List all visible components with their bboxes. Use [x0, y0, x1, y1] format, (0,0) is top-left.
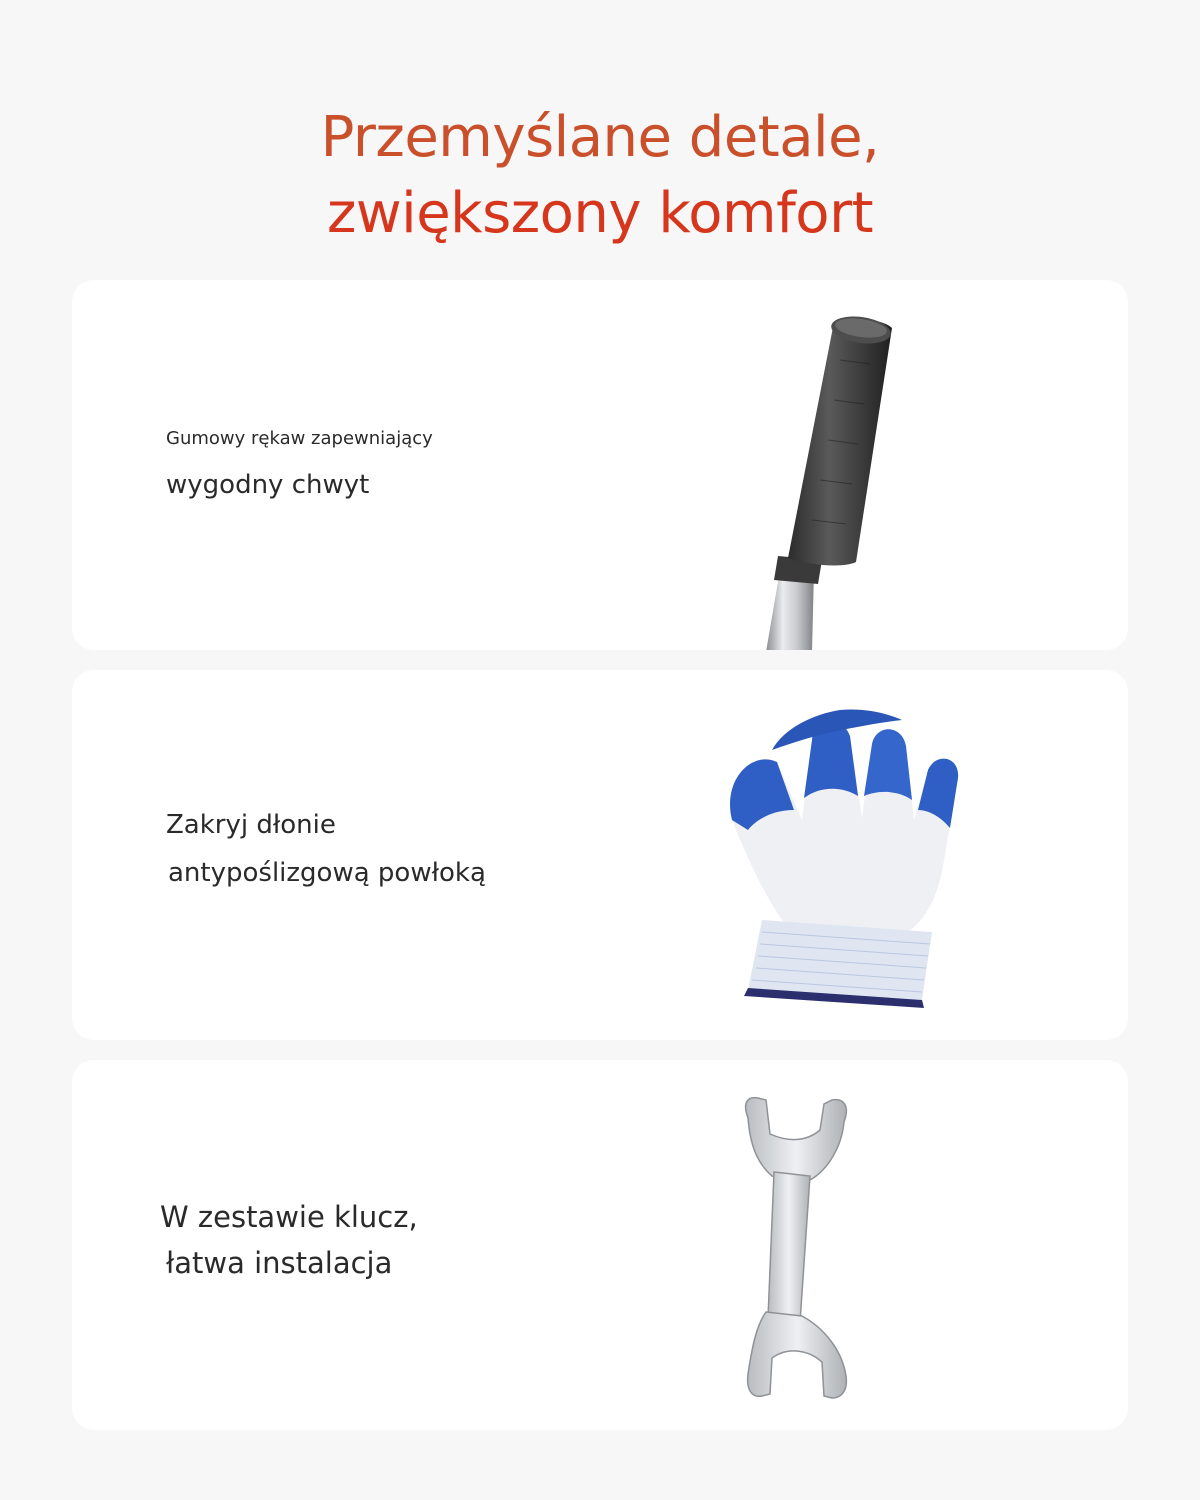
title-line-2: zwiększony komfort — [326, 181, 874, 246]
feature-wrench-line-2: łatwa instalacja — [166, 1246, 393, 1280]
feature-grip-line-2: wygodny chwyt — [166, 470, 370, 500]
feature-card-wrench — [72, 1060, 1128, 1430]
feature-gloves-line-2: antypoślizgową powłoką — [168, 858, 486, 888]
feature-grip-line-1: Gumowy rękaw zapewniający — [166, 428, 433, 449]
rubber-grip-handle-icon — [72, 280, 1128, 650]
feature-card-grip — [72, 280, 1128, 650]
feature-gloves-line-1: Zakryj dłonie — [166, 810, 336, 840]
blue-gloves-icon — [72, 670, 1128, 1040]
title-line-1: Przemyślane detale, — [320, 105, 880, 170]
wrench-icon — [72, 1060, 1128, 1430]
page-title — [0, 100, 1200, 252]
feature-wrench-line-1: W zestawie klucz, — [160, 1200, 418, 1234]
feature-card-gloves — [72, 670, 1128, 1040]
